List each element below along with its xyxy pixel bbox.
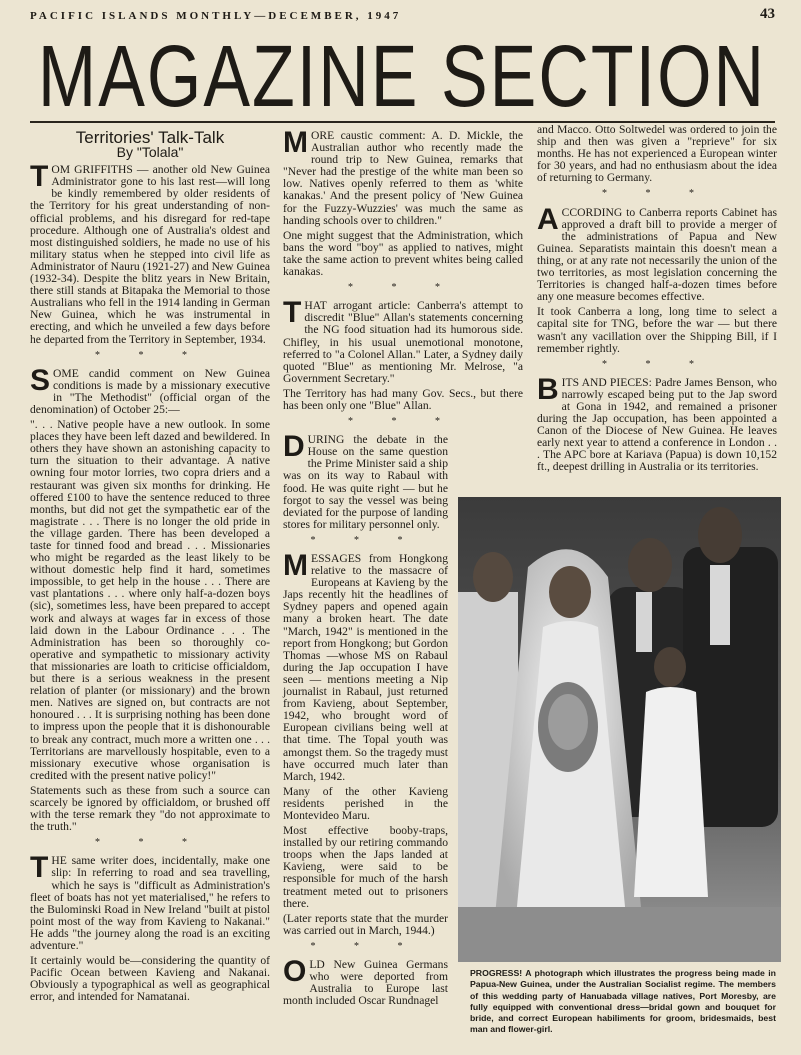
paragraph: Many of the other Kavieng residents perished in the Montevideo Maru. [283, 784, 448, 822]
paragraph: (Later reports state that the murder was carried out in March, 1944.) [283, 911, 448, 937]
paragraph: One might suggest that the Administration, which bans the word "boy" as applied to natives, might take the same action to prevent whites being called kanakas. [283, 228, 523, 279]
paragraph: SOME candid comment on New Guinea conditions is made by a missionary executive in "The Methodist" (official organ of the denomination) of October 25:— [30, 363, 270, 416]
paragraph: OLD New Guinea Germans who were deported from Australia to Europe last month included Oscar Rundnagel [283, 955, 448, 1008]
paragraph: It certainly would be—considering the quantity of Pacific Ocean between Kavieng and Nakanai. Obviously a typographical as well as geographical error, and intended for Namatanai. [30, 954, 270, 1004]
section-divider: * * * [602, 188, 712, 200]
section-masthead: MAGAZINE SECTION [37, 27, 767, 125]
paragraph: TOM GRIFFITHS — another old New Guinea Administrator gone to his last rest—will long be kindly remembered by older residents of the Territory for his great understanding of non-official problems, and his disregard for red-tape procedure. Although one of Australia's oldest and most distinguished soldiers, he made no use of his military status when he stepped into civil life as Administrator of Nauru (1921-27) and New Guinea (1932-34). Despite the blitz years in New Britain, there still stands at Bitapaka the Memorial to those Australians who fell in the 1914 landing in German New Guinea, which he was instrumental in erecting, and which he unveiled a few days before he departed from the Territory in September, 1934. [30, 160, 270, 346]
paragraph: BITS AND PIECES: Padre James Benson, who narrowly escaped being put to the Jap sword at Gona in 1942, and remained a prisoner during the Jap occupation, has been appointed a Canon of the Diocese of New Guinea. He leaves early next year to attend a conference in London . . . The APC bore at Kariava (Papua) is down 10,152 ft., deepest drilling in Australia or its territories. [537, 372, 777, 474]
paragraph: ACCORDING to Canberra reports Cabinet has approved a draft bill to provide a merger of the administrations of Papua and New Guinea. Separatists maintain this doesn't mean a thing, or at any rate not necessarily the union of the two territories, as most legislation concerning the Territories is changed half-a-dozen times before any one measure becomes effective. [537, 202, 777, 304]
paragraph: DURING the debate in the House on the same question the Prime Minister said a ship was on its way to Rabaul with food. He was quite right — but he forgot to say the vessel was being deviated for the purpose of landing stores for military personnel only. [283, 430, 448, 531]
article-title: Territories' Talk-Talk [75, 128, 225, 147]
paragraph: The Territory has had many Gov. Secs., but there has been only one "Blue" Allan. [283, 386, 523, 412]
paragraph: THAT arrogant article: Canberra's attempt to discredit "Blue" Allan's statements concerning the NG food situation had its humorous side. Chifley, in his usual unemotional monotone, referred to "a Colonel Allan." Later, a Sydney daily quoted "Blue" as mentioning Mr. Melrose, "a Government Secretary." [283, 296, 523, 385]
section-divider: * * * [95, 349, 205, 361]
paragraph: ". . . Native people have a new outlook. In some places they have been left dazed and bewildered. In others they have shown an astonishing capacity to turn the situation to their advantage. A native owning four motor lorries, two copra driers and a restaurant was given six months for drinking. He offered £100 to have the sentence reduced to three months, but did not get the sympathetic ear of the magistrate . . . There is no longer the old pride in the village garden. There has been developed a taste for tinned food and bread . . . Missionaries who might be regarded as the least likely to be without domestic help find it hard, sometimes impossible, to get help in the house . . . There are vast plantations . . . where only half-a-dozen boys (sic), sometimes less, have been prepared to accept work and always at wages far in excess of those laid down in the Labour Ordinance . . . The Administration has been so thoroughly co-operative and sympathetic to missionary activity that missionaries are loath to criticise officialdom, but there is a serious weakness in the present relation of planter (or missionary) and the brown men. Natives are signed on, but contracts are not honoured . . . It is surprising nothing has been done to impress upon the people that it is dishonourable to break any contract, much more a written one . . . Territorians are marvellously hospitable, even to a missionary executive whose organisation is credited with the present native policy!" [30, 418, 270, 782]
section-divider: * * * [310, 940, 421, 952]
running-header: PACIFIC ISLANDS MONTHLY—DECEMBER, 1947 [30, 10, 402, 22]
paragraph: and Macco. Otto Soltwedel was ordered to join the ship and then was given a "reprieve" for six months. He has not experienced a European winter for 30 years, and had no enthusiasm about the idea of returning to Germany. [537, 123, 777, 185]
paragraph: It took Canberra a long, long time to select a capital site for TNG, before the war — but there wasn't any vacillation over the Shipping Bill, if I remember rightly. [537, 305, 777, 355]
page-number: 43 [760, 6, 775, 22]
section-divider: * * * [602, 358, 712, 370]
paragraph: Most effective booby-traps, installed by our retiring commando troops when the Japs landed at Kavieng, were said to be responsible for much of the harsh treatment meted out to prisoners there. [283, 824, 448, 910]
paragraph: MESSAGES from Hongkong relative to the massacre of Europeans at Kavieng by the Japs recently hit the headlines of Sydney papers and opened again many a broken heart. The date "March, 1942" is mentioned in the report from Hongkong; but Gordon Thomas —whose MS on Rabaul during the Jap occupation I have seen — mentions meeting a Nip journalist in Rabaul, just returned from Kavieng, about September, 1942, who brought word of European civilians being well at that time. The Topal youth was amongst them. So the tragedy must have occurred much later than March, 1942. [283, 549, 448, 783]
column-3 [537, 124, 777, 477]
wedding-party-photo [458, 497, 781, 962]
paragraph: Statements such as these from such a source can scarcely be ignored by officialdom, or brushed off with the terse remark they "do not approximate to the truth." [30, 783, 270, 834]
paragraph: MORE caustic comment: A. D. Mickle, the Australian author who recently made the round trip to New Guinea, remarks that "Never had the prestige of the white man been so low. Natives openly referred to them as 'white kanakas.' And the present policy of 'New Guinea for the Fuzzy-Wuzzies' was much the same as handing schools over to children." [283, 126, 523, 227]
article-byline: By "Tolala" [116, 144, 184, 161]
column-1 [30, 130, 270, 1006]
section-divider: * * * [348, 282, 458, 294]
section-divider: * * * [310, 534, 421, 546]
paragraph: THE same writer does, incidentally, make one slip: In referring to road and sea travelling, which he says is "difficult as Administration's fleet of boats has not yet materialised," he refers to the Bulominski Road in New Ireland "built at pistol point most of the way from Kavieng to Nakanai." He adds "the journey along the road is an exciting adventure." [30, 851, 270, 952]
section-divider: * * * [95, 837, 205, 849]
photo-caption: PROGRESS! A photograph which illustrates the progress being made in Papua-New Guinea, under the Australian Socialist regime. The members of this wedding party of Hanuabada village natives, Port Moresby, are fully equipped with conventional dress—bridal gown and bouquet for bride, and correct European habiliments for groom, bridesmaids, best man and flower-girl. [470, 968, 776, 1035]
section-divider: * * * [348, 416, 458, 428]
